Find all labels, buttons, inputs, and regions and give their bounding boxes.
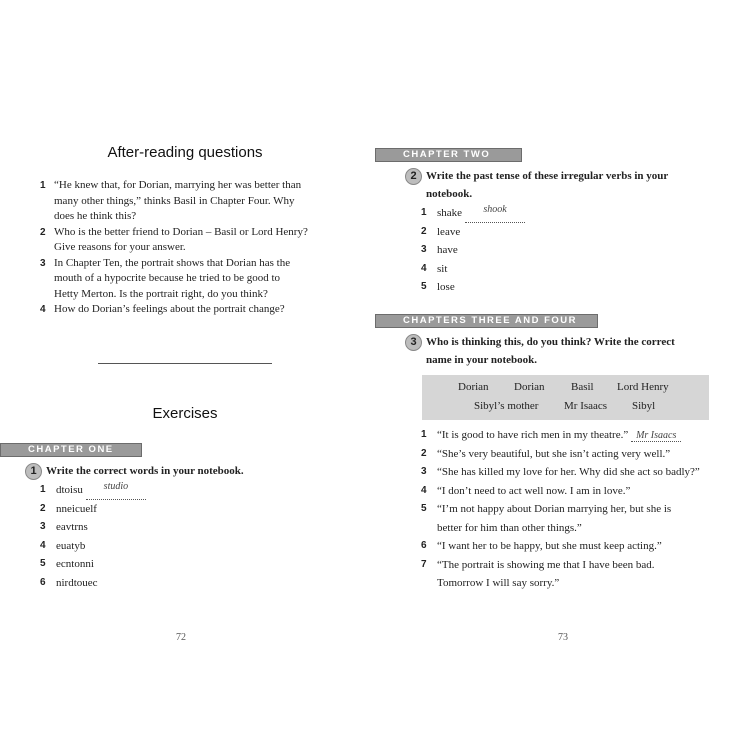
question-text: “He knew that, for Dorian, marrying her was better than many other things,” thinks Basil in Chapter Four. Why does he think this? [54, 179, 302, 222]
quote-text: “It is good to have rich men in my theatre.” Mr Isaacs [437, 426, 681, 445]
question-item [40, 302, 330, 318]
item-number: 6 [40, 576, 46, 588]
list-item [40, 574, 146, 593]
list-item [421, 556, 721, 593]
list-item [421, 445, 721, 464]
item-number: 3 [421, 244, 427, 255]
item-number: 2 [40, 502, 46, 514]
name-option: Mr Isaacs [564, 400, 608, 412]
name-option: Sibyl [632, 400, 656, 412]
answer-blank[interactable]: Mr Isaacs [631, 430, 681, 442]
exercise-instruction: Write the past tense of these irregular verbs in your notebook. [426, 170, 669, 200]
name-option: Lord Henry [617, 381, 669, 393]
after-reading-title: After-reading questions [107, 144, 263, 161]
scrambled-word: dtoisu [56, 484, 83, 496]
answer-blank[interactable]: studio [86, 481, 146, 500]
list-item [421, 260, 525, 279]
item-number: 2 [421, 447, 427, 459]
item-number: 1 [421, 207, 427, 218]
verb: lose [437, 281, 455, 293]
quote-text: “She’s very beautiful, but she isn’t acting very well.” [437, 447, 671, 460]
verb: leave [437, 225, 461, 238]
question-number: 2 [40, 226, 46, 238]
item-number: 6 [421, 540, 427, 551]
chapters-three-four-bar [375, 314, 598, 328]
page-number-right: 73 [558, 632, 568, 643]
item-number: 5 [421, 281, 427, 292]
exercise-number-badge: 1 [25, 463, 42, 480]
name-option: Dorian [458, 381, 489, 393]
name-option: Sibyl’s mother [474, 400, 539, 412]
item-number: 1 [40, 484, 46, 495]
quote-text: “I want her to be happy, but she must keep acting.” [437, 540, 662, 552]
list-item [421, 426, 721, 445]
name-option: Dorian [514, 381, 545, 393]
item-number: 7 [421, 558, 427, 570]
chapter-two-label: CHAPTER TWO [403, 149, 491, 160]
verb: sit [437, 262, 448, 275]
item-number: 2 [421, 225, 427, 237]
scrambled-word: euatyb [56, 539, 86, 552]
question-item [40, 225, 330, 256]
list-item [421, 482, 721, 501]
question-text: In Chapter Ten, the portrait shows that Dorian has the mouth of a hypocrite because he tried to be good to Hetty Merton. Is the portrait right, do you think? [54, 256, 291, 300]
list-item [421, 537, 721, 556]
question-number: 3 [40, 257, 46, 269]
question-item [40, 256, 330, 303]
section-divider [98, 363, 272, 364]
answer-blank[interactable]: shook [465, 204, 525, 223]
list-item [40, 500, 146, 519]
item-number: 5 [421, 503, 427, 514]
quote-text: “I’m not happy about Dorian marrying her, but she is better for him than other things.” [437, 503, 672, 534]
exercise-1-heading [25, 462, 325, 480]
question-text: How do Dorian’s feelings about the portrait change? [54, 303, 285, 315]
quote-text: “I don’t need to act well now. I am in love.” [437, 484, 631, 497]
list-item [421, 278, 525, 297]
item-number: 4 [421, 262, 427, 274]
list-item [40, 481, 146, 500]
item-number: 3 [421, 466, 427, 477]
exercise-3-items [421, 426, 721, 593]
scrambled-word: nirdtouec [56, 576, 98, 589]
question-text: Who is the better friend to Dorian – Basil or Lord Henry? Give reasons for your answer. [54, 225, 308, 253]
after-reading-questions [40, 178, 330, 318]
chapters-three-four-label: CHAPTERS THREE AND FOUR [403, 315, 578, 326]
item-number: 5 [40, 558, 46, 569]
scrambled-word: nneicuelf [56, 502, 97, 515]
exercise-number-badge: 3 [405, 334, 422, 351]
question-item [40, 178, 330, 225]
item-number: 4 [40, 539, 46, 551]
exercise-instruction: Write the correct words in your notebook. [46, 465, 244, 477]
scrambled-word: ecntonni [56, 558, 94, 570]
exercise-2-items [421, 204, 525, 297]
exercise-2-heading [405, 167, 725, 203]
question-number: 4 [40, 304, 46, 315]
names-box [422, 375, 709, 420]
list-item [421, 204, 525, 223]
list-item [40, 518, 146, 537]
list-item [421, 463, 721, 482]
list-item [421, 500, 721, 537]
list-item [421, 223, 525, 242]
chapter-one-bar [0, 443, 142, 457]
name-option: Basil [571, 381, 594, 393]
quote-text: “She has killed my love for her. Why did she act so badly?” [437, 466, 700, 478]
scrambled-word: eavtrns [56, 521, 88, 533]
exercise-3-heading [405, 333, 725, 369]
list-item [421, 241, 525, 260]
exercise-instruction: Who is thinking this, do you think? Write the correct name in your notebook. [426, 336, 675, 366]
verb: shake [437, 207, 463, 219]
item-number: 3 [40, 521, 46, 532]
verb: have [437, 244, 458, 256]
question-number: 1 [40, 180, 46, 191]
chapter-one-label: CHAPTER ONE [28, 444, 114, 455]
page-number-left: 72 [176, 632, 186, 643]
list-item [40, 537, 146, 556]
exercises-title: Exercises [152, 405, 218, 422]
exercise-1-items [40, 481, 146, 592]
item-number: 1 [421, 429, 427, 440]
exercise-number-badge: 2 [405, 168, 422, 185]
item-number: 4 [421, 484, 427, 496]
list-item [40, 555, 146, 574]
chapter-two-bar [375, 148, 522, 162]
quote-text: “The portrait is showing me that I have been bad. Tomorrow I will say sorry.” [437, 558, 655, 589]
